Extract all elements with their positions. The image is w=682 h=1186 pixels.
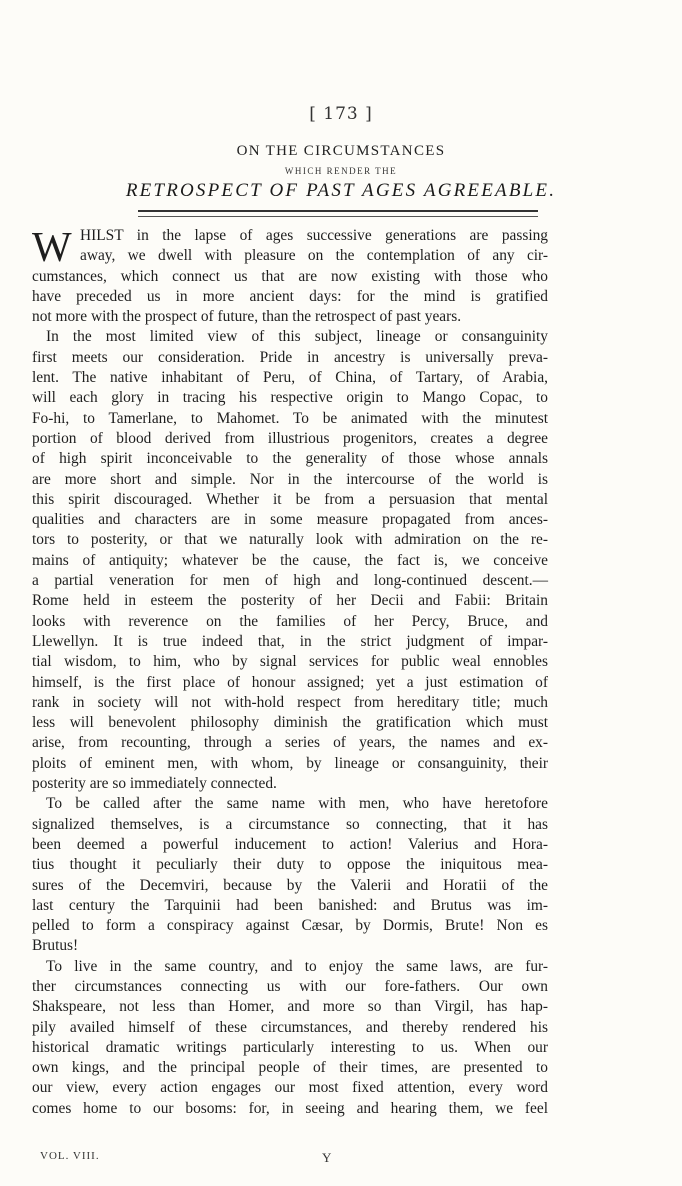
text-line: Rome held in esteem the posterity of her Decii and Fabii: Britain	[32, 592, 548, 610]
text-line: cumstances, which connect us that are now existing with those who	[32, 267, 548, 285]
text-line: HILST in the lapse of ages successive generations are passing	[80, 227, 548, 244]
text-line: have preceded us in more ancient days: for the mind is gratified	[32, 287, 548, 305]
text-line: rank in society will not with-hold respect from hereditary title; much	[32, 693, 548, 711]
title-line-3: RETROSPECT OF PAST AGES AGREEABLE.	[125, 180, 557, 201]
text-line: signalized themselves, is a circumstance so connecting, that it has	[32, 815, 548, 833]
text-line: away, we dwell with pleasure on the contemplation of any cir-	[80, 247, 548, 265]
text-line: last century the Tarquinii had been banished: and Brutus was im-	[32, 896, 548, 914]
text-line: looks with reverence on the families of her Percy, Bruce, and	[32, 612, 548, 630]
text-line: posterity are so immediately connected.	[32, 775, 277, 793]
volume-label: VOL. VIII.	[40, 1150, 100, 1162]
signature-mark: Y	[322, 1150, 333, 1165]
page-number: [ 173 ]	[309, 104, 373, 124]
text-line: a partial veneration for men of high and long-continued descent.—	[32, 572, 548, 590]
text-line: pelled to form a conspiracy against Cæsar, by Dormis, Brute! Non es	[32, 917, 548, 935]
page-footer	[40, 1150, 560, 1165]
text-line: Brutus!	[32, 937, 79, 955]
text-line: pily availed himself of these circumstances, and thereby rendered his	[32, 1018, 548, 1036]
title-line-1: ON THE CIRCUMSTANCES	[236, 143, 446, 159]
text-line: our view, every action engages our most fixed attention, every word	[32, 1079, 548, 1097]
title-line-2: WHICH RENDER THE	[284, 166, 398, 176]
text-line: are more short and simple. Nor in the intercourse of the world is	[32, 470, 548, 488]
text-line: Fo-hi, to Tamerlane, to Mahomet. To be animated with the minutest	[32, 409, 548, 427]
text-line: ther circumstances connecting us with our fore-fathers. Our own	[32, 977, 548, 995]
text-line: historical dramatic writings particularly interesting to us. When our	[32, 1038, 548, 1056]
text-line: Llewellyn. It is true indeed that, in the strict judgment of impar-	[32, 632, 548, 650]
text-line: mains of antiquity; whatever be the cause, the fact is, we conceive	[32, 551, 548, 569]
text-line: this spirit discouraged. Whether it be from a persuasion that mental	[32, 490, 548, 508]
text-line: To live in the same country, and to enjoy the same laws, are fur-	[46, 957, 548, 975]
text-line: tius thought it peculiarly their duty to oppose the iniquitous mea-	[32, 856, 548, 874]
text-line: own kings, and the principal people of their times, are presented to	[32, 1059, 548, 1077]
title-rule-thin	[138, 216, 538, 217]
body-text	[32, 226, 548, 1119]
drop-cap: W	[32, 225, 72, 271]
text-line: arise, from recounting, through a series of years, the names and ex-	[32, 734, 548, 752]
text-line: himself, is the first place of honour assigned; yet a just estimation of	[32, 673, 548, 691]
text-line: been deemed a powerful inducement to action! Valerius and Hora-	[32, 835, 548, 853]
text-line: To be called after the same name with men, who have heretofore	[46, 795, 548, 813]
text-line: less will benevolent philosophy diminish the gratification which must	[32, 714, 548, 732]
text-line: not more with the prospect of future, than the retrospect of past years.	[32, 308, 462, 326]
text-line: In the most limited view of this subject, lineage or consanguinity	[46, 328, 548, 346]
text-line: qualities and characters are in some measure propagated from ances-	[32, 511, 548, 529]
text-line: portion of blood derived from illustrious progenitors, creates a degree	[32, 429, 548, 447]
text-line: sures of the Decemviri, because by the Valerii and Horatii of the	[32, 876, 548, 894]
text-line: lent. The native inhabitant of Peru, of China, of Tartary, of Arabia,	[32, 369, 548, 387]
title-rule	[138, 210, 538, 212]
text-line: Shakspeare, not less than Homer, and more so than Virgil, has hap-	[32, 998, 548, 1016]
text-line: tial wisdom, to him, who by signal services for public weal ennobles	[32, 653, 548, 671]
text-line: comes home to our bosoms: for, in seeing and hearing them, we feel	[32, 1099, 548, 1117]
text-line: first meets our consideration. Pride in ancestry is universally preva-	[32, 348, 548, 366]
text-line: tors to posterity, or that we naturally look with admiration on the re-	[32, 531, 548, 549]
text-line: of high spirit inconceivable to the generality of those whose annals	[32, 450, 548, 468]
text-line: ploits of eminent men, with whom, by lineage or consanguinity, their	[32, 754, 548, 772]
text-line: will each glory in tracing his respective origin to Mango Copac, to	[32, 389, 548, 407]
